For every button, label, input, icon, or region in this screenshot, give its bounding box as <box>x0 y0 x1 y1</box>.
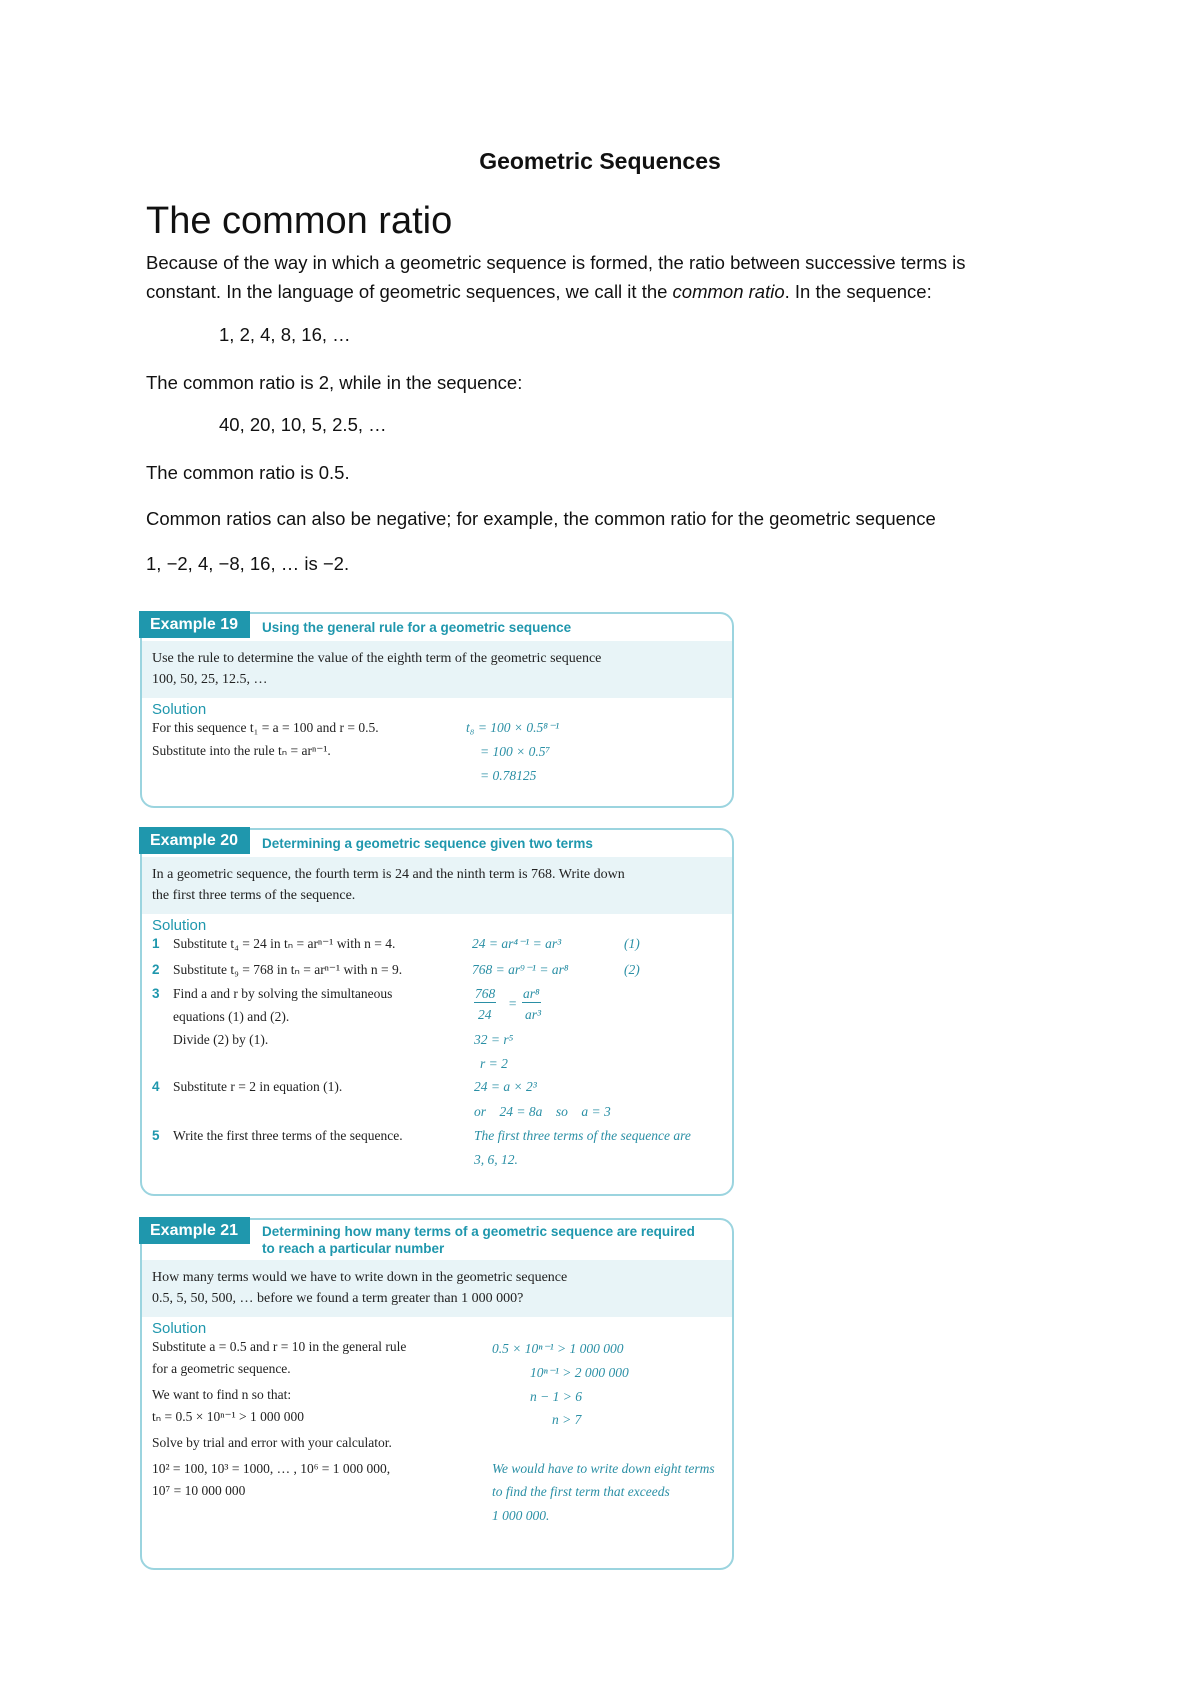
step-number: 1 <box>152 936 160 951</box>
solution-body <box>142 1337 732 1557</box>
solution-step: Write the first three terms of the sequence. <box>173 1128 403 1143</box>
paragraph-line <box>146 277 1066 306</box>
working-line: 768 = ar⁹⁻¹ = ar⁸ <box>472 962 569 977</box>
question-line: How many terms would we have to write down in the geometric sequence <box>152 1270 568 1285</box>
example-title: Using the general rule for a geometric sequence <box>262 620 572 635</box>
fraction-numerator: ar⁸ <box>523 986 540 1001</box>
section-heading: The common ratio <box>146 200 453 242</box>
sequence-example: 40, 20, 10, 5, 2.5, … <box>219 414 387 435</box>
paragraph-line: The common ratio is 0.5. <box>146 462 350 483</box>
working-line: 0.5 × 10ⁿ⁻¹ > 1 000 000 <box>492 1341 624 1356</box>
equation-tag: (2) <box>624 962 640 977</box>
sequence-example: 1, 2, 4, 8, 16, … <box>219 324 351 345</box>
step-number: 4 <box>152 1079 160 1094</box>
example-header <box>142 1220 732 1260</box>
example-20-box <box>140 828 734 1196</box>
question-line: 0.5, 5, 50, 500, … before we found a term greater than 1 000 000? <box>152 1291 524 1306</box>
solution-step: 10⁷ = 10 000 000 <box>152 1483 246 1498</box>
example-19-box <box>140 612 734 808</box>
working-line: 24 = ar⁴⁻¹ = ar³ <box>472 936 562 951</box>
solution-step: We want to find n so that: <box>152 1387 292 1402</box>
working-line: r = 2 <box>480 1056 508 1071</box>
example-header <box>142 614 732 641</box>
solution-label: Solution <box>152 701 207 718</box>
equation-tag: (1) <box>624 936 640 951</box>
working-line: 10ⁿ⁻¹ > 2 000 000 <box>530 1365 629 1380</box>
solution-body <box>142 934 732 1184</box>
solution-label: Solution <box>152 917 207 934</box>
solution-step: tₙ = 0.5 × 10ⁿ⁻¹ > 1 000 000 <box>152 1409 305 1424</box>
solution-step: Substitute t₉ = 768 in tₙ = arⁿ⁻¹ with n = 9. <box>173 962 403 977</box>
example-title: Determining a geometric sequence given two terms <box>262 836 593 851</box>
solution-step: Substitute t₄ = 24 in tₙ = arⁿ⁻¹ with n = 4. <box>173 936 396 951</box>
conclusion-line: We would have to write down eight terms <box>492 1461 715 1476</box>
working-line: = 0.78125 <box>480 768 537 783</box>
working-line: n − 1 > 6 <box>530 1389 582 1404</box>
solution-step: 10² = 100, 10³ = 1000, … , 10⁶ = 1 000 000, <box>152 1461 391 1476</box>
fraction-numerator: 768 <box>475 986 496 1001</box>
solution-step: Divide (2) by (1). <box>173 1032 269 1047</box>
page-title: Geometric Sequences <box>479 148 721 174</box>
text-run: . In the sequence: <box>784 281 932 302</box>
title-line: Determining how many terms of a geometric sequence are required <box>262 1224 695 1239</box>
working-line: 24 = a × 2³ <box>474 1079 537 1094</box>
paragraph-line: Common ratios can also be negative; for example, the common ratio for the geometric sequence <box>146 508 936 529</box>
example-title <box>262 1223 695 1257</box>
solution-step: Substitute r = 2 in equation (1). <box>173 1079 343 1094</box>
working-line: = 100 × 0.5⁷ <box>480 744 551 759</box>
step-number: 5 <box>152 1128 160 1143</box>
working-line: t₈ = 100 × 0.5⁸⁻¹ <box>466 720 560 735</box>
solution-step: For this sequence t₁ = a = 100 and r = 0.5. <box>152 720 379 735</box>
title-line: to reach a particular number <box>262 1241 445 1256</box>
solution-step: for a geometric sequence. <box>152 1361 291 1376</box>
working-line: 3, 6, 12. <box>474 1152 518 1167</box>
question-line: Use the rule to determine the value of the eighth term of the geometric sequence <box>152 651 602 666</box>
question-line: In a geometric sequence, the fourth term is 24 and the ninth term is 768. Write down <box>152 867 625 882</box>
example-question <box>142 641 732 698</box>
step-number: 3 <box>152 986 160 1001</box>
paragraph-line: 1, −2, 4, −8, 16, … is −2. <box>146 553 350 574</box>
conclusion-line: to find the first term that exceeds <box>492 1484 670 1499</box>
example-question <box>142 857 732 914</box>
working-line: n > 7 <box>552 1412 582 1427</box>
question-line: the first three terms of the sequence. <box>152 888 356 903</box>
solution-label: Solution <box>152 1320 207 1337</box>
working-line: The first three terms of the sequence are <box>474 1128 691 1143</box>
text-run: constant. In the language of geometric sequences, we call it the <box>146 281 673 302</box>
question-line: 100, 50, 25, 12.5, … <box>152 672 268 687</box>
solution-step: equations (1) and (2). <box>173 1009 290 1024</box>
example-badge: Example 20 <box>139 827 250 854</box>
step-number: 2 <box>152 962 160 977</box>
fraction-denominator: ar³ <box>525 1007 542 1022</box>
solution-step: Substitute into the rule tₙ = arⁿ⁻¹. <box>152 743 331 758</box>
equals-sign: = <box>508 996 518 1011</box>
solution-step: Solve by trial and error with your calculator. <box>152 1435 392 1450</box>
emphasis-term: common ratio <box>672 281 785 302</box>
paragraph-line: The common ratio is 2, while in the sequence: <box>146 372 523 393</box>
example-badge: Example 21 <box>139 1217 250 1244</box>
solution-step: Substitute a = 0.5 and r = 10 in the general rule <box>152 1339 407 1354</box>
working-line: 32 = r⁵ <box>474 1032 514 1047</box>
example-header <box>142 830 732 857</box>
conclusion-line: 1 000 000. <box>492 1508 550 1523</box>
example-question <box>142 1260 732 1317</box>
working-line: or 24 = 8a so a = 3 <box>474 1104 611 1119</box>
solution-body <box>142 718 732 798</box>
solution-step: Find a and r by solving the simultaneous <box>173 986 393 1001</box>
example-badge: Example 19 <box>139 611 250 638</box>
paragraph-line: Because of the way in which a geometric sequence is formed, the ratio between successive terms is <box>146 252 966 273</box>
example-21-box <box>140 1218 734 1570</box>
fraction-denominator: 24 <box>478 1007 492 1022</box>
